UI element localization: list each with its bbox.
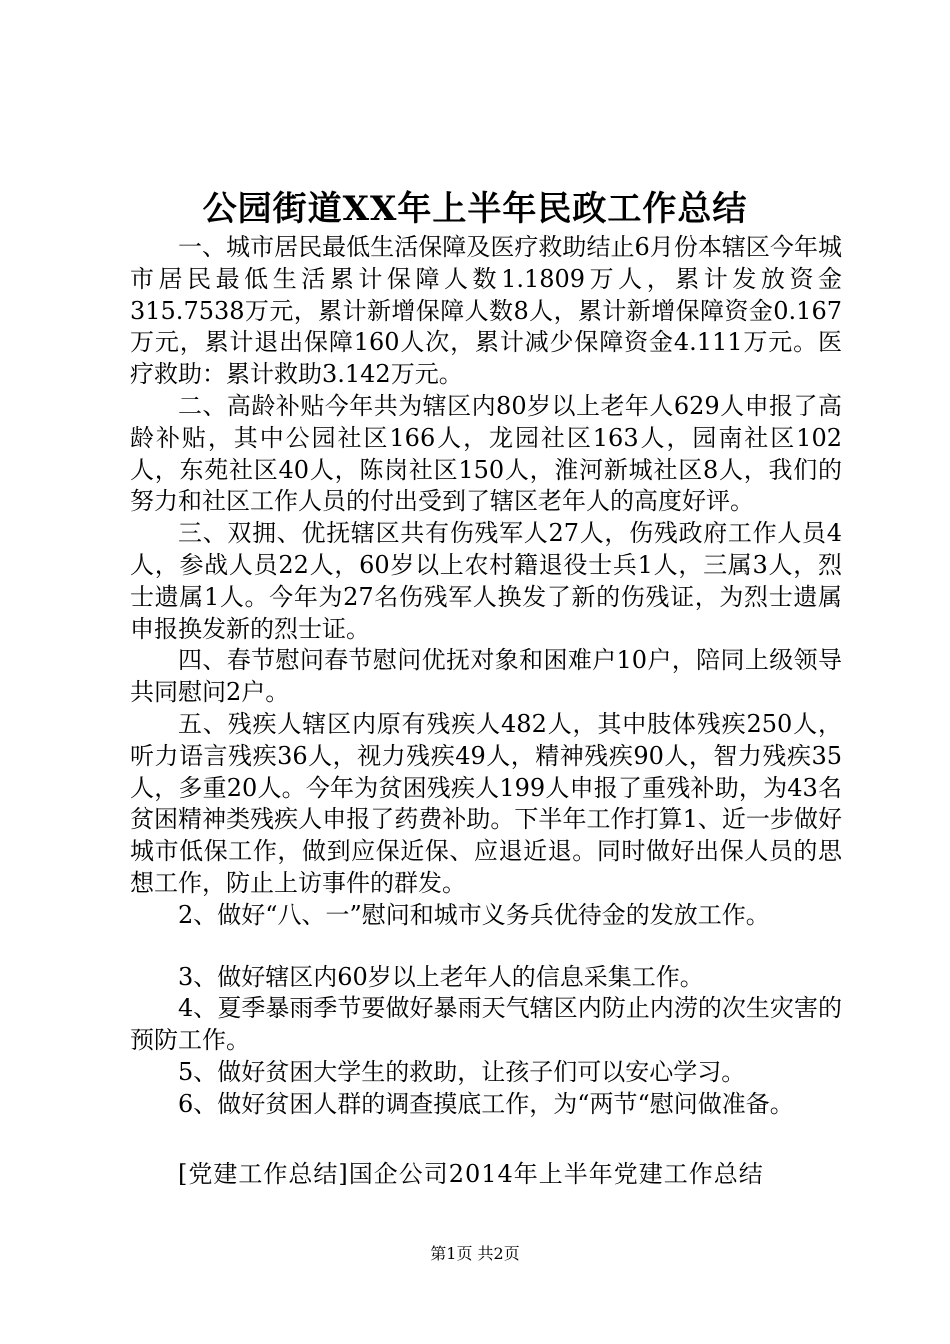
document-body bbox=[130, 232, 842, 1190]
plan-item-5: 5、做好贫困大学生的救助，让孩子们可以安心学习。 bbox=[178, 1057, 746, 1086]
plan-item-6: 6、做好贫困人群的调查摸底工作，为“两节“慰问做准备。 bbox=[178, 1089, 794, 1118]
plan-item-3: 3、做好辖区内60岁以上老年人的信息采集工作。 bbox=[178, 962, 704, 991]
plan-item-4: 4、夏季暴雨季节要做好暴雨天气辖区内防止内涝的次生灾害的预防工作。 bbox=[130, 994, 842, 1055]
plan-item-2: 2、做好“八、一”慰问和城市义务兵优待金的发放工作。 bbox=[178, 900, 770, 929]
page-number: 第1页 共2页 bbox=[430, 1244, 520, 1263]
paragraph-5: 五、残疾人辖区内原有残疾人482人，其中肢体残疾250人，听力语言残疾36人，视力残疾49人，精神残疾90人，智力残疾35人，多重20人。今年为贫困残疾人199人申报了重残补助，为43名贫困精神类残疾人申报了药费补助。下半年工作打算1、近一步做好城市低保工作，做到应保近保、应退近退。同时做好出保人员的思想工作，防止上访事件的群发。 bbox=[130, 709, 842, 897]
paragraph-3: 三、双拥、优抚辖区共有伤残军人27人，伤残政府工作人员4人，参战人员22人，60岁以上农村籍退役士兵1人，三属3人，烈士遗属1人。今年为27名伤残军人换发了新的伤残证，为烈士遗属申报换发新的烈士证。 bbox=[130, 519, 842, 643]
paragraph-4: 四、春节慰问春节慰问优抚对象和困难户10户，陪同上级领导共同慰问2户。 bbox=[130, 646, 842, 707]
document-title: 公园街道XX年上半年民政工作总结 bbox=[202, 189, 748, 229]
related-article-link[interactable]: [党建工作总结]国企公司2014年上半年党建工作总结 bbox=[178, 1159, 764, 1188]
spacer bbox=[130, 1121, 842, 1159]
spacer bbox=[130, 932, 842, 962]
paragraph-1: 一、城市居民最低生活保障及医疗救助结止6月份本辖区今年城市居民最低生活累计保障人数1.1809万人，累计发放资金315.7538万元，累计新增保障人数8人，累计新增保障资金0.167万元，累计退出保障160人次，累计减少保障资金4.111万元。医疗救助：累计救助3.142万元。 bbox=[130, 233, 842, 389]
paragraph-2: 二、高龄补贴今年共为辖区内80岁以上老年人629人申报了高龄补贴，其中公园社区166人，龙园社区163人，园南社区102人，东苑社区40人，陈岗社区150人，淮河新城社区8人，我们的努力和社区工作人员的付出受到了辖区老年人的高度好评。 bbox=[130, 391, 842, 516]
